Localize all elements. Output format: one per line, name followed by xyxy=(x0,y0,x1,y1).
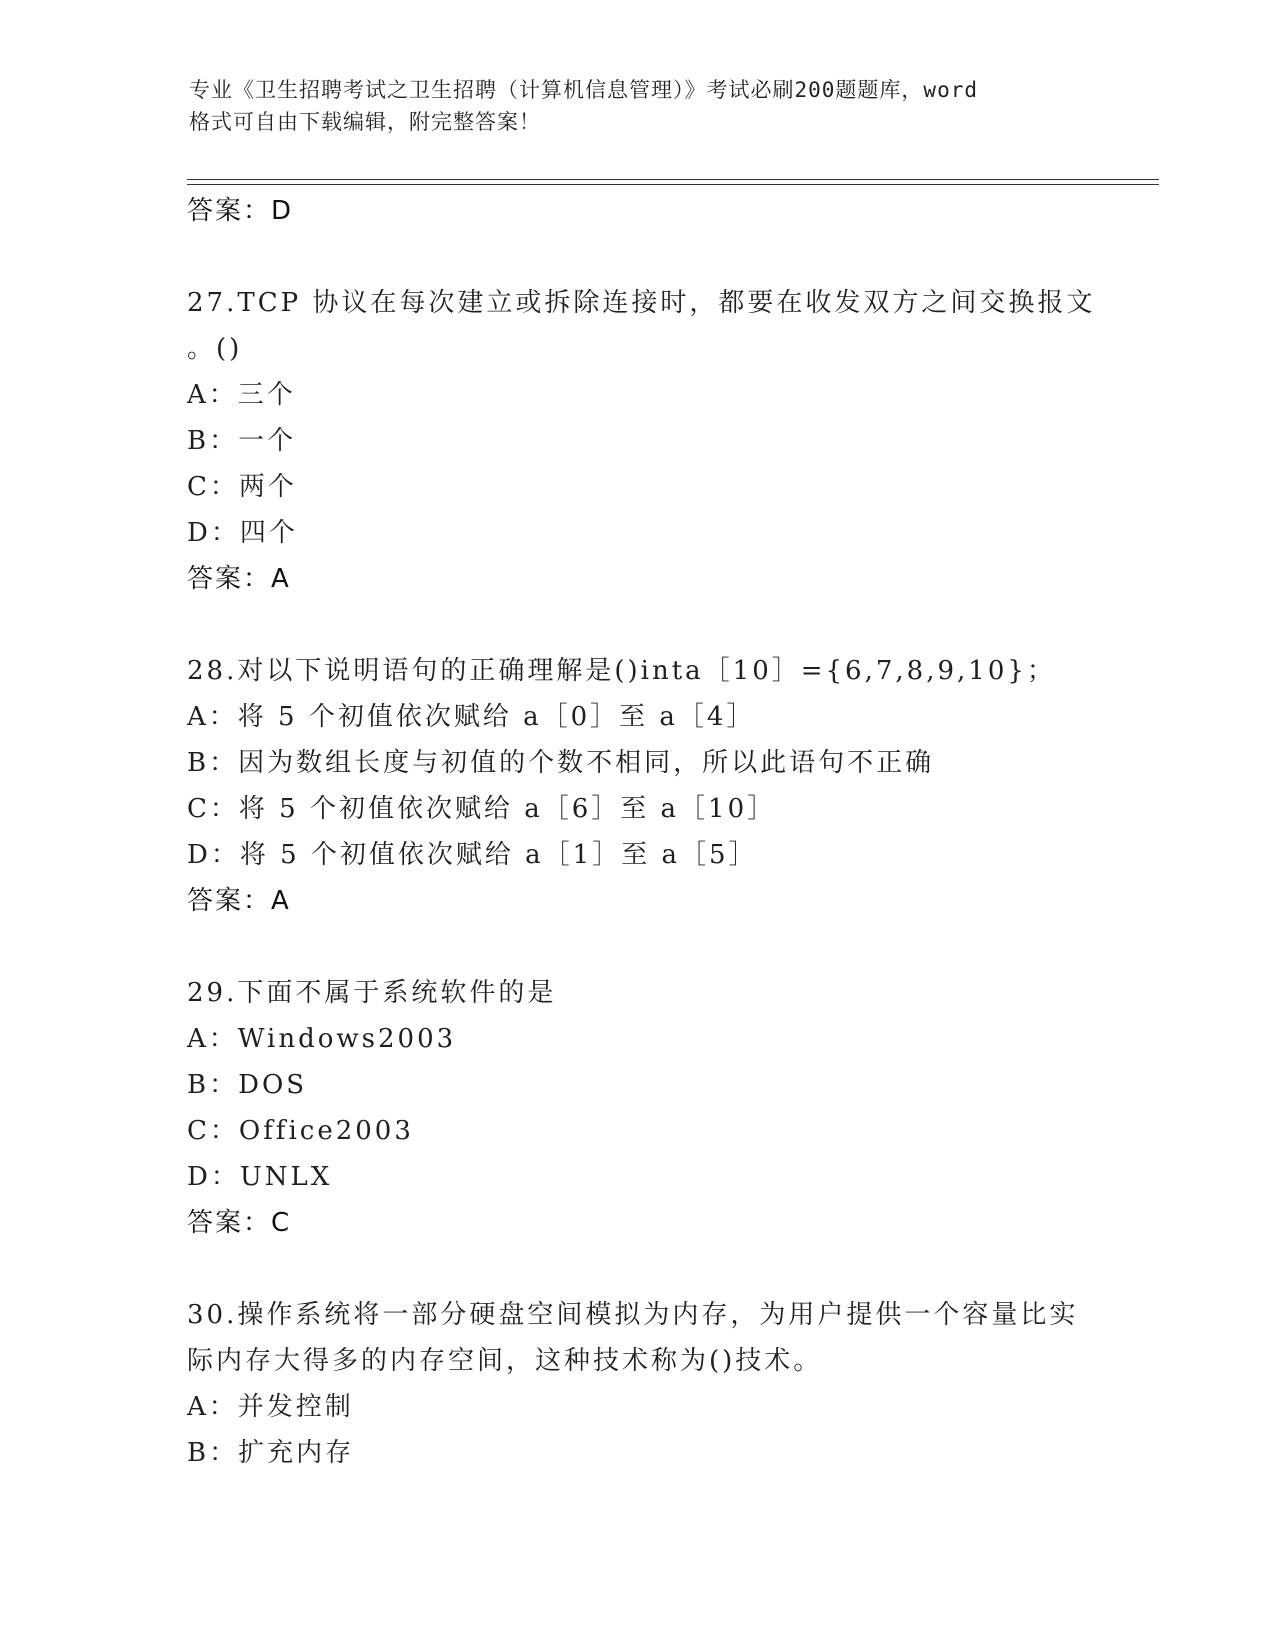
option-a: A：三个 xyxy=(187,380,296,410)
option-d: D：四个 xyxy=(187,518,298,548)
document-header xyxy=(189,74,1089,138)
question-stem: 。() xyxy=(187,334,243,364)
option-b: B：因为数组长度与初值的个数不相同，所以此语句不正确 xyxy=(187,748,935,778)
answer-line: 答案：D xyxy=(187,196,294,226)
header-divider-bottom xyxy=(187,184,1159,185)
option-b: B：一个 xyxy=(187,426,297,456)
document-body xyxy=(187,188,1147,1476)
question-30 xyxy=(187,1292,1147,1476)
option-c: C：Office2003 xyxy=(187,1116,414,1146)
option-b: B：DOS xyxy=(187,1070,308,1100)
question-28 xyxy=(187,648,1147,924)
question-stem: 27.TCP 协议在每次建立或拆除连接时，都要在收发双方之间交换报文 xyxy=(187,288,1096,318)
answer-line: 答案：A xyxy=(187,564,291,594)
question-stem: 28.对以下说明语句的正确理解是()inta［10］={6,7,8,9,10}； xyxy=(187,656,1056,686)
option-a: A：将 5 个初值依次赋给 a［0］至 a［4］ xyxy=(187,702,756,732)
header-line-2: 格式可自由下载编辑，附完整答案！ xyxy=(189,110,541,134)
question-stem: 30.操作系统将一部分硬盘空间模拟为内存，为用户提供一个容量比实 xyxy=(187,1300,1079,1330)
answer-line: 答案：C xyxy=(187,1208,292,1238)
option-c: C：将 5 个初值依次赋给 a［6］至 a［10］ xyxy=(187,794,777,824)
question-stem: 际内存大得多的内存空间，这种技术称为()技术。 xyxy=(187,1346,823,1376)
option-a: A：并发控制 xyxy=(187,1392,354,1422)
option-c: C：两个 xyxy=(187,472,297,502)
option-b: B：扩充内存 xyxy=(187,1438,355,1468)
header-line-1: 专业《卫生招聘考试之卫生招聘（计算机信息管理）》考试必刷200题题库，word xyxy=(189,78,978,102)
answer-line: 答案：A xyxy=(187,886,291,916)
question-29 xyxy=(187,970,1147,1246)
header-divider-top xyxy=(187,179,1159,180)
question-27 xyxy=(187,280,1147,602)
question-stem: 29.下面不属于系统软件的是 xyxy=(187,978,557,1008)
option-d: D：将 5 个初值依次赋给 a［1］至 a［5］ xyxy=(187,840,758,870)
option-d: D：UNLX xyxy=(187,1162,333,1192)
option-a: A：Windows2003 xyxy=(187,1024,457,1054)
